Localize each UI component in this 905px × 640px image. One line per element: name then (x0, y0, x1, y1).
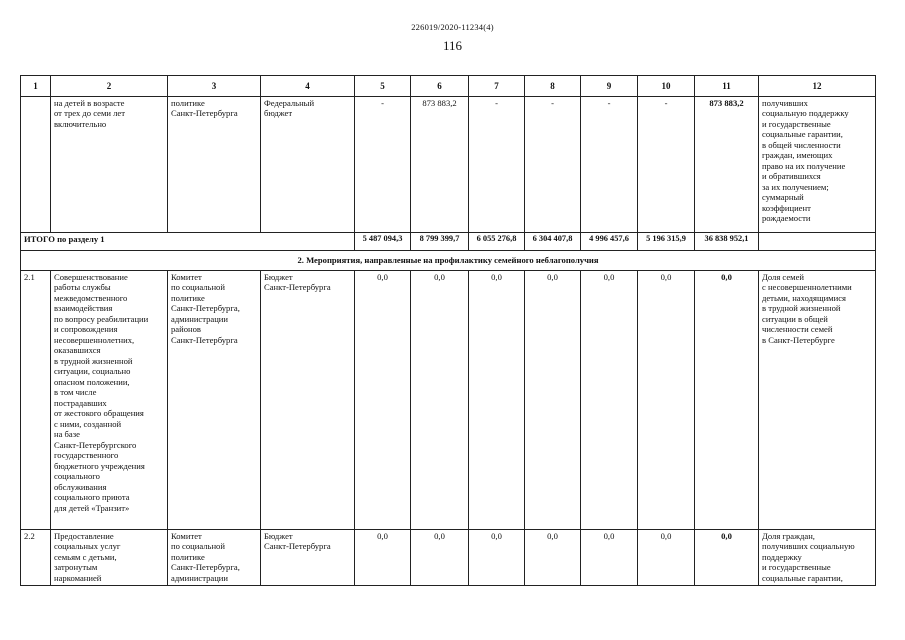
total-value-cell: 6 055 276,8 (469, 233, 525, 251)
funding-source-cell: Федеральный бюджет (261, 97, 355, 233)
amount-cell: 0,0 (638, 271, 695, 530)
table-row (21, 271, 876, 530)
executor-cell: Комитет по социальной политике Санкт-Петербурга, администрации районов Санкт-Петербурга (168, 271, 261, 530)
column-header: 8 (525, 76, 581, 97)
total-value-cell: 6 304 407,8 (525, 233, 581, 251)
amount-cell: - (355, 97, 411, 233)
amount-cell: - (469, 97, 525, 233)
column-header: 12 (759, 76, 876, 97)
measure-name-cell: на детей в возрасте от трех до семи лет включительно (51, 97, 168, 233)
row-number-cell: 2.1 (21, 271, 51, 530)
column-header: 5 (355, 76, 411, 97)
column-header: 3 (168, 76, 261, 97)
measure-name-cell: Предоставление социальных услуг семьям с детьми, затронутым наркоманией (51, 530, 168, 586)
amount-cell: 0,0 (469, 530, 525, 586)
column-header: 4 (261, 76, 355, 97)
amount-cell: 0,0 (525, 271, 581, 530)
table-row-continued (21, 97, 876, 233)
total-value-cell: 4 996 457,6 (581, 233, 638, 251)
amount-cell: - (638, 97, 695, 233)
amount-cell: 873 883,2 (411, 97, 469, 233)
column-header: 10 (638, 76, 695, 97)
executor-cell: политике Санкт-Петербурга (168, 97, 261, 233)
page-number: 116 (442, 38, 463, 53)
indicator-cell: Доля семей с несовершеннолетними детьми, находящимися в трудной жизненной ситуации в общей численности семей в Санкт-Петербурге (759, 271, 876, 530)
section-total-row (21, 233, 876, 251)
column-number-header-row (21, 76, 876, 97)
column-header: 11 (695, 76, 759, 97)
column-header: 7 (469, 76, 525, 97)
amount-cell: 0,0 (581, 271, 638, 530)
section-total-label: ИТОГО по разделу 1 (21, 233, 355, 251)
total-amount-cell: 0,0 (695, 271, 759, 530)
amount-cell: - (525, 97, 581, 233)
total-value-cell: 5 196 315,9 (638, 233, 695, 251)
row-number-cell (21, 97, 51, 233)
executor-cell: Комитет по социальной политике Санкт-Петербурга, администрации (168, 530, 261, 586)
amount-cell: 0,0 (355, 530, 411, 586)
total-value-cell: 5 487 094,3 (355, 233, 411, 251)
funding-source-cell: Бюджет Санкт-Петербурга (261, 271, 355, 530)
total-amount-cell: 0,0 (695, 530, 759, 586)
total-value-cell: 36 838 952,1 (695, 233, 759, 251)
column-header: 1 (21, 76, 51, 97)
amount-cell: 0,0 (411, 271, 469, 530)
section-heading-row (21, 251, 876, 271)
document-registration-code: 226019/2020-11234(4) (411, 22, 494, 32)
amount-cell: 0,0 (469, 271, 525, 530)
column-header: 9 (581, 76, 638, 97)
column-header: 2 (51, 76, 168, 97)
measure-name-cell: Совершенствование работы службы межведомственного взаимодействия по вопросу реабилитации и сопровождения несовершеннолетних, оказавшихся в трудной жизненной ситуации, социально опасном положении, в том числе пострадавших от жестокого обращения с ними, созданной на базе Санкт-Петербургского государственного бюджетного учреждения социального обслуживания социального приюта для детей «Транзит» (51, 271, 168, 530)
amount-cell: - (581, 97, 638, 233)
column-header: 6 (411, 76, 469, 97)
row-number-cell: 2.2 (21, 530, 51, 586)
amount-cell: 0,0 (355, 271, 411, 530)
indicator-cell: получивших социальную поддержку и государственные социальные гарантии, в общей численности граждан, имеющих право на их получение и обратившихся за их получением; суммарный коэффициент рождаемости (759, 97, 876, 233)
amount-cell: 0,0 (411, 530, 469, 586)
program-financing-table (20, 75, 876, 586)
amount-cell: 0,0 (525, 530, 581, 586)
amount-cell: 0,0 (638, 530, 695, 586)
indicator-cell: Доля граждан, получивших социальную поддержку и государственные социальные гарантии, (759, 530, 876, 586)
total-value-cell: 8 799 399,7 (411, 233, 469, 251)
funding-source-cell: Бюджет Санкт-Петербурга (261, 530, 355, 586)
total-amount-cell: 873 883,2 (695, 97, 759, 233)
indicator-cell (759, 233, 876, 251)
table-row (21, 530, 876, 586)
amount-cell: 0,0 (581, 530, 638, 586)
section-heading: 2. Мероприятия, направленные на профилактику семейного неблагополучия (21, 251, 876, 271)
